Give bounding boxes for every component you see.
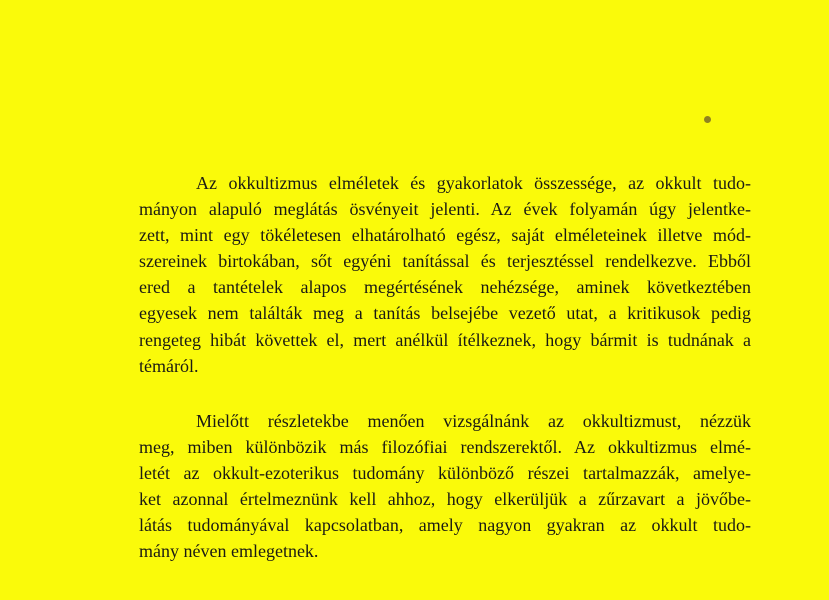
text-line: témáról.	[139, 355, 199, 376]
paragraph-1	[139, 170, 751, 379]
text-line: látás tudományával kapcsolatban, amely nagyon gyakran az okkult tudo-	[139, 515, 751, 536]
paragraph-2	[139, 408, 751, 565]
text-line: rengeteg hibát követtek el, mert anélkül ítélkeznek, hogy bármit is tudnának a	[139, 329, 751, 350]
text-line: letét az okkult-ezoterikus tudomány különböző részei tartalmazzák, amelye-	[139, 462, 751, 483]
text-line: Az okkultizmus elméletek és gyakorlatok összessége, az okkult tudo-	[196, 173, 751, 193]
paper-speck	[704, 116, 711, 123]
text-line: Mielőtt részletekbe menően vizsgálnánk az okkultizmust, nézzük	[196, 410, 751, 431]
text-line: szereinek birtokában, sőt egyéni tanítással és terjesztéssel rendelkezve. Ebből	[139, 251, 751, 272]
body-text	[139, 170, 751, 564]
text-line: ered a tantételek alapos megértésének nehézsége, aminek következtében	[139, 277, 751, 298]
text-line: egyesek nem találták meg a tanítás belsejébe vezető utat, a kritikusok pedig	[139, 303, 751, 324]
text-line: mányon alapuló meglátás ösvényeit jelenti. Az évek folyamán úgy jelentke-	[139, 199, 751, 220]
text-line: meg, miben különbözik más filozófiai rendszerektől. Az okkultizmus elmé-	[139, 436, 751, 457]
text-line: ket azonnal értelmeznünk kell ahhoz, hogy elkerüljük a zűrzavart a jövőbe-	[139, 489, 751, 510]
text-line: mány néven emlegetnek.	[139, 541, 319, 562]
text-line: zett, mint egy tökéletesen elhatárolható egész, saját elméleteinek illetve mód-	[139, 225, 751, 246]
